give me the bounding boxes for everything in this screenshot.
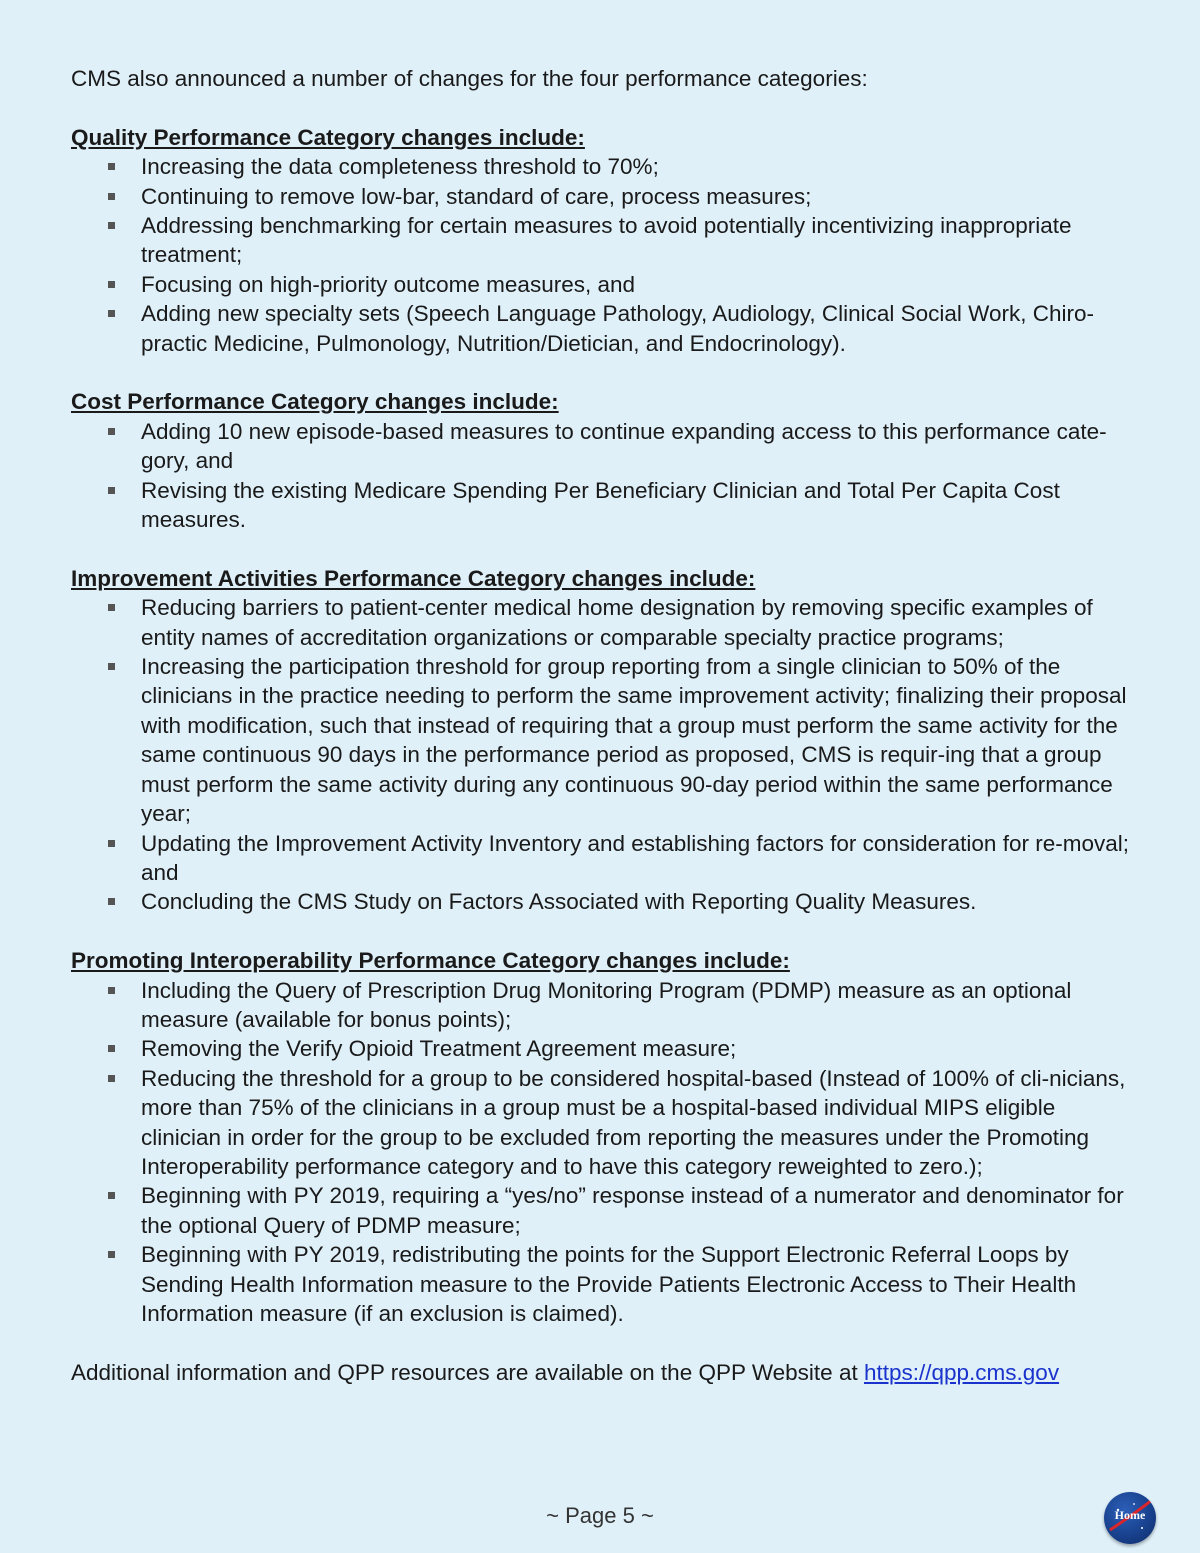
square-bullet-icon — [108, 1251, 115, 1258]
list-item-text: Including the Query of Prescription Drug Monitoring Program (PDMP) measure as an optional measure (available for bonus points); — [141, 977, 1072, 1032]
list-item — [71, 593, 1141, 652]
list-item — [71, 887, 1141, 916]
square-bullet-icon — [108, 281, 115, 288]
list-item-text: Revising the existing Medicare Spending Per Beneficiary Clinician and Total Per Capita Cost measures. — [141, 477, 1060, 533]
square-bullet-icon — [108, 898, 115, 905]
section-improvement-activities — [71, 564, 1141, 917]
square-bullet-icon — [108, 193, 115, 200]
list-item-text: Removing the Verify Opioid Treatment Agreement measure; — [141, 1036, 737, 1062]
list-item-text: Beginning with PY 2019, requiring a “yes/no” response instead of a numerator and denominator for the optional Query of PDMP measure; — [141, 1183, 1124, 1238]
list-item — [71, 652, 1141, 828]
square-bullet-icon — [108, 1045, 115, 1052]
list-item — [71, 1034, 1141, 1063]
square-bullet-icon — [108, 310, 115, 317]
section-heading: Improvement Activities Performance Category changes include: — [71, 565, 756, 591]
list-item — [71, 829, 1141, 888]
list-item-text: Adding 10 new episode-based measures to continue expanding access to this performance cate-gory, and — [141, 418, 1107, 474]
list-item — [71, 182, 1141, 211]
bullet-list — [71, 593, 1141, 916]
square-bullet-icon — [108, 1075, 115, 1082]
list-item-text: Increasing the participation threshold for group reporting from a single clinician to 50% of the clinicians in the practice needing to perform the same improvement activity; finalizing their proposal with modification, such that instead of requiring that a group must perform the same activity for the same continuous 90 days in the performance period as proposed, CMS is requir-ing that a group must perform the same activity during any continuous 90-day period within the same performance year; — [141, 654, 1127, 827]
square-bullet-icon — [108, 222, 115, 229]
square-bullet-icon — [108, 604, 115, 611]
list-item-text: Addressing benchmarking for certain measures to avoid potentially incentivizing inappropriate treatment; — [141, 213, 1072, 268]
section-heading: Cost Performance Category changes include: — [71, 389, 559, 415]
list-item — [71, 270, 1141, 299]
home-label: Home — [1114, 1508, 1146, 1522]
list-item — [71, 476, 1141, 535]
list-item — [71, 1181, 1141, 1240]
list-item — [71, 1240, 1141, 1328]
list-item-text: Increasing the data completeness threshold to 70%; — [141, 154, 659, 180]
section-cost — [71, 387, 1141, 534]
square-bullet-icon — [108, 487, 115, 494]
list-item-text: Reducing the threshold for a group to be considered hospital-based (Instead of 100% of cli-nicians, more than 75% of the clinicians in a group must be a hospital-based individual MIPS eligible clinician in order for the group to be excluded from reporting the measures under the Promoting Interoperability performance category and to have this category reweighted to zero.); — [141, 1065, 1126, 1179]
section-heading: Promoting Interoperability Performance Category changes include: — [71, 948, 790, 974]
section-quality — [71, 123, 1141, 358]
additional-info-text — [71, 1358, 1141, 1387]
bullet-list — [71, 152, 1141, 358]
additional-info-label: Additional information and QPP resources are available on the QPP Website at — [71, 1359, 864, 1385]
list-item — [71, 299, 1141, 358]
list-item — [71, 211, 1141, 270]
list-item-text: Reducing barriers to patient-center medical home designation by removing specific examples of entity names of accreditation organizations or comparable specialty practice programs; — [141, 595, 1093, 650]
home-button[interactable] — [1104, 1492, 1156, 1544]
page-number: ~ Page 5 ~ — [546, 1503, 654, 1528]
qpp-website-link[interactable]: https://qpp.cms.gov — [863, 1359, 1060, 1385]
list-item-text: Updating the Improvement Activity Inventory and establishing factors for consideration for re-moval; and — [141, 830, 1129, 885]
bullet-list — [71, 976, 1141, 1329]
intro-text: CMS also announced a number of changes for the four performance categories: — [71, 66, 868, 91]
list-item-text: Focusing on high-priority outcome measures, and — [141, 271, 636, 297]
square-bullet-icon — [108, 163, 115, 170]
section-promoting-interoperability — [71, 946, 1141, 1328]
list-item — [71, 417, 1141, 476]
square-bullet-icon — [108, 840, 115, 847]
section-heading: Quality Performance Category changes include: — [71, 124, 585, 150]
bullet-list — [71, 417, 1141, 535]
list-item — [71, 1064, 1141, 1182]
square-bullet-icon — [108, 663, 115, 670]
list-item — [71, 976, 1141, 1035]
list-item-text: Adding new specialty sets (Speech Language Pathology, Audiology, Clinical Social Work, Chiro-practic Medicine, Pulmonology, Nutrition/Dietician, and Endocrinology). — [141, 301, 1095, 356]
list-item — [71, 152, 1141, 181]
list-item-text: Beginning with PY 2019, redistributing the points for the Support Electronic Referral Loops by Sending Health Information measure to the Provide Patients Electronic Access to Their Health Information measure (if an exclusion is claimed). — [141, 1242, 1077, 1326]
list-item-text: Continuing to remove low-bar, standard of care, process measures; — [141, 183, 812, 209]
square-bullet-icon — [108, 1192, 115, 1199]
list-item-text: Concluding the CMS Study on Factors Associated with Reporting Quality Measures. — [141, 889, 977, 915]
page-content — [71, 64, 1141, 1387]
square-bullet-icon — [108, 428, 115, 435]
square-bullet-icon — [108, 987, 115, 994]
